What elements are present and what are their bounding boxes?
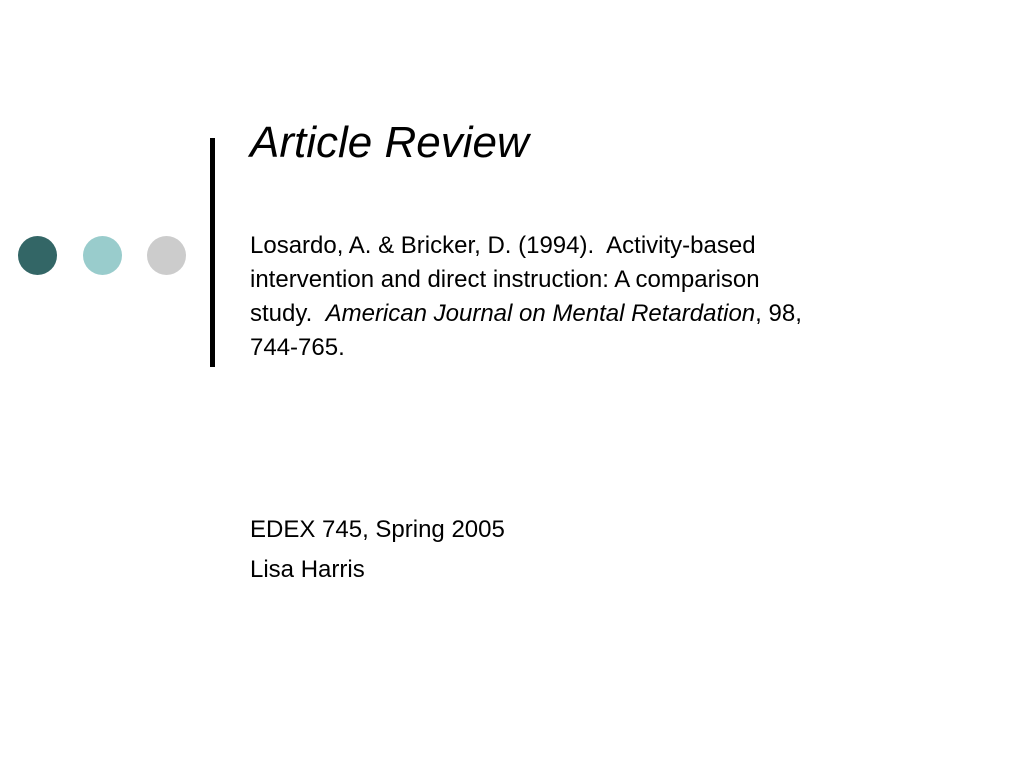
decorative-dot-dark-teal (18, 236, 57, 275)
decorative-dot-gray (147, 236, 186, 275)
citation-line-4: 744-765. (250, 334, 345, 361)
presenter-info (250, 510, 505, 590)
vertical-divider (210, 138, 215, 367)
decorative-dot-light-teal (83, 236, 122, 275)
citation-line-2: intervention and direct instruction: A comparison (250, 266, 760, 293)
course-info: EDEX 745, Spring 2005 (250, 516, 505, 543)
citation-line-1: Losardo, A. & Bricker, D. (1994). Activity-based (250, 232, 756, 259)
slide-title: Article Review (250, 118, 529, 167)
citation-line-3 (250, 297, 950, 331)
citation-study-text: study. (250, 300, 326, 327)
citation (250, 229, 950, 365)
journal-name: American Journal on Mental Retardation (325, 300, 756, 327)
citation-volume: , 98, (755, 300, 802, 327)
author-name: Lisa Harris (250, 556, 365, 583)
